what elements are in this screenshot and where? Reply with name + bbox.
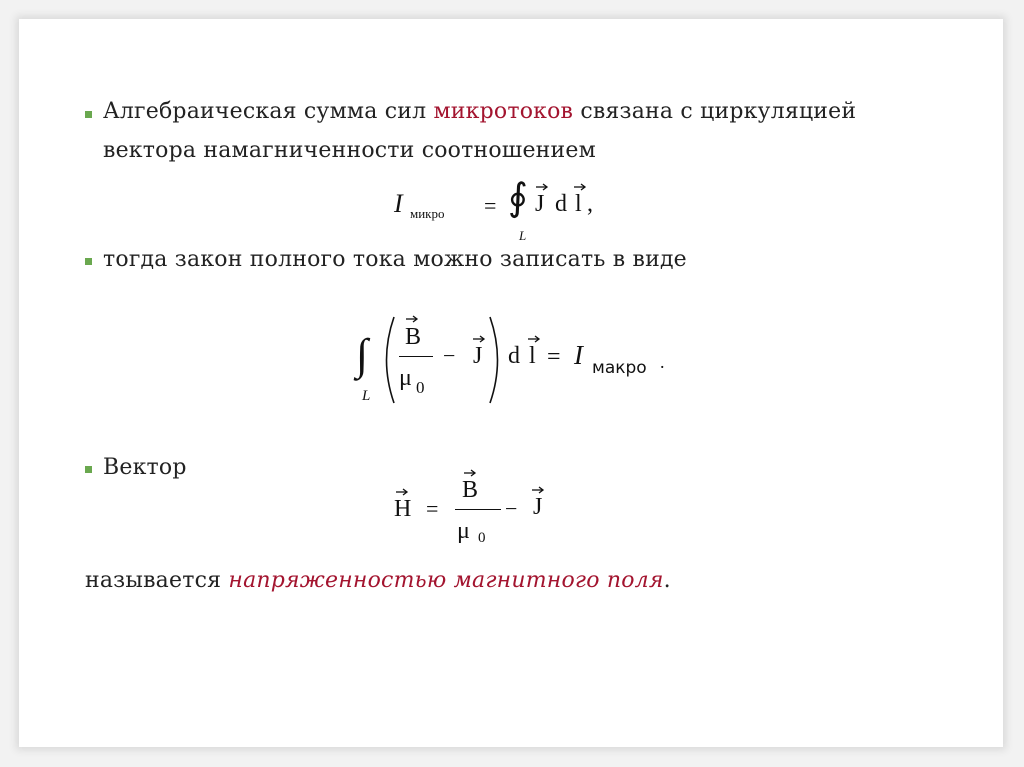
formula3-lhs-h: H: [394, 496, 412, 522]
formula2-differential: d: [508, 343, 520, 369]
paragraph-4: [85, 568, 671, 593]
paragraph-4-text-before: называется: [85, 568, 229, 593]
formula2-right-paren: [487, 315, 507, 405]
formula3-numerator-b-arrow: [463, 469, 477, 477]
formula1-differential: d: [555, 191, 567, 217]
formula2-lower-limit: L: [362, 388, 371, 404]
paragraph-1-text-before: Алгебраическая сумма сил: [103, 99, 434, 124]
slide: [19, 19, 1003, 747]
formula1-lhs-subscript: микро: [410, 206, 445, 221]
formula2-rhs-subscript: макро: [592, 358, 647, 378]
paragraph-4-highlight: напряженностью магнитного поля: [228, 568, 664, 593]
formula2-fraction-line: [399, 356, 433, 357]
formula3-numerator-b: B: [462, 477, 479, 503]
formula3-denominator-mu: μ: [457, 518, 470, 544]
formula2-vector-l-arrow: [527, 335, 541, 343]
formula1-equals: =: [484, 193, 497, 218]
formula2-vector-j-arrow: [472, 335, 486, 343]
formula1-vector-l-arrow: [573, 183, 587, 191]
bullet-1: [85, 111, 92, 118]
formula2-denominator-subscript: 0: [416, 378, 425, 397]
paragraph-2: тогда закон полного тока можно записать в виде: [103, 247, 687, 272]
paragraph-1-line-1: [103, 99, 856, 124]
formula1-vector-l: l: [575, 191, 582, 217]
formula3-denominator-subscript: 0: [478, 530, 486, 546]
formula1-vector-j-arrow: [535, 183, 549, 191]
formula2-left-paren: [377, 315, 397, 405]
formula1-lower-limit: L: [519, 228, 527, 243]
formula2-minus: −: [443, 343, 456, 368]
formula3-vector-j-arrow: [531, 486, 545, 494]
formula2-vector-l: l: [529, 343, 536, 369]
formula2-numerator-b-arrow: [405, 315, 419, 323]
formula3-vector-j: J: [533, 494, 543, 520]
formula1-contour-integral: ∮: [508, 177, 528, 219]
formula3-equals: =: [426, 496, 439, 521]
formula2-numerator-b: B: [405, 324, 422, 350]
paragraph-1-highlight: микротоков: [433, 99, 574, 124]
formula1-vector-j: J: [535, 191, 545, 217]
formula1-comma: ,: [587, 191, 593, 217]
paragraph-1-line-2: вектора намагниченности соотношением: [103, 138, 596, 163]
formula2-denominator-mu: μ: [399, 365, 412, 391]
bullet-2: [85, 258, 92, 265]
formula2-equals: =: [547, 344, 561, 370]
formula2-rhs: I: [574, 340, 583, 370]
bullet-3: [85, 466, 92, 473]
formula3-lhs-h-arrow: [395, 488, 409, 496]
paragraph-1-text-after: связана с циркуляцией: [573, 99, 857, 124]
formula3-minus: −: [505, 496, 518, 521]
formula3-fraction-line: [455, 509, 501, 510]
paragraph-3: Вектор: [103, 455, 187, 480]
formula2-vector-j: J: [473, 343, 483, 369]
paragraph-4-text-after: .: [663, 568, 671, 593]
formula2-period: .: [660, 352, 665, 372]
formula1-lhs: I: [394, 189, 403, 218]
formula2-integral: ∫: [356, 330, 369, 379]
